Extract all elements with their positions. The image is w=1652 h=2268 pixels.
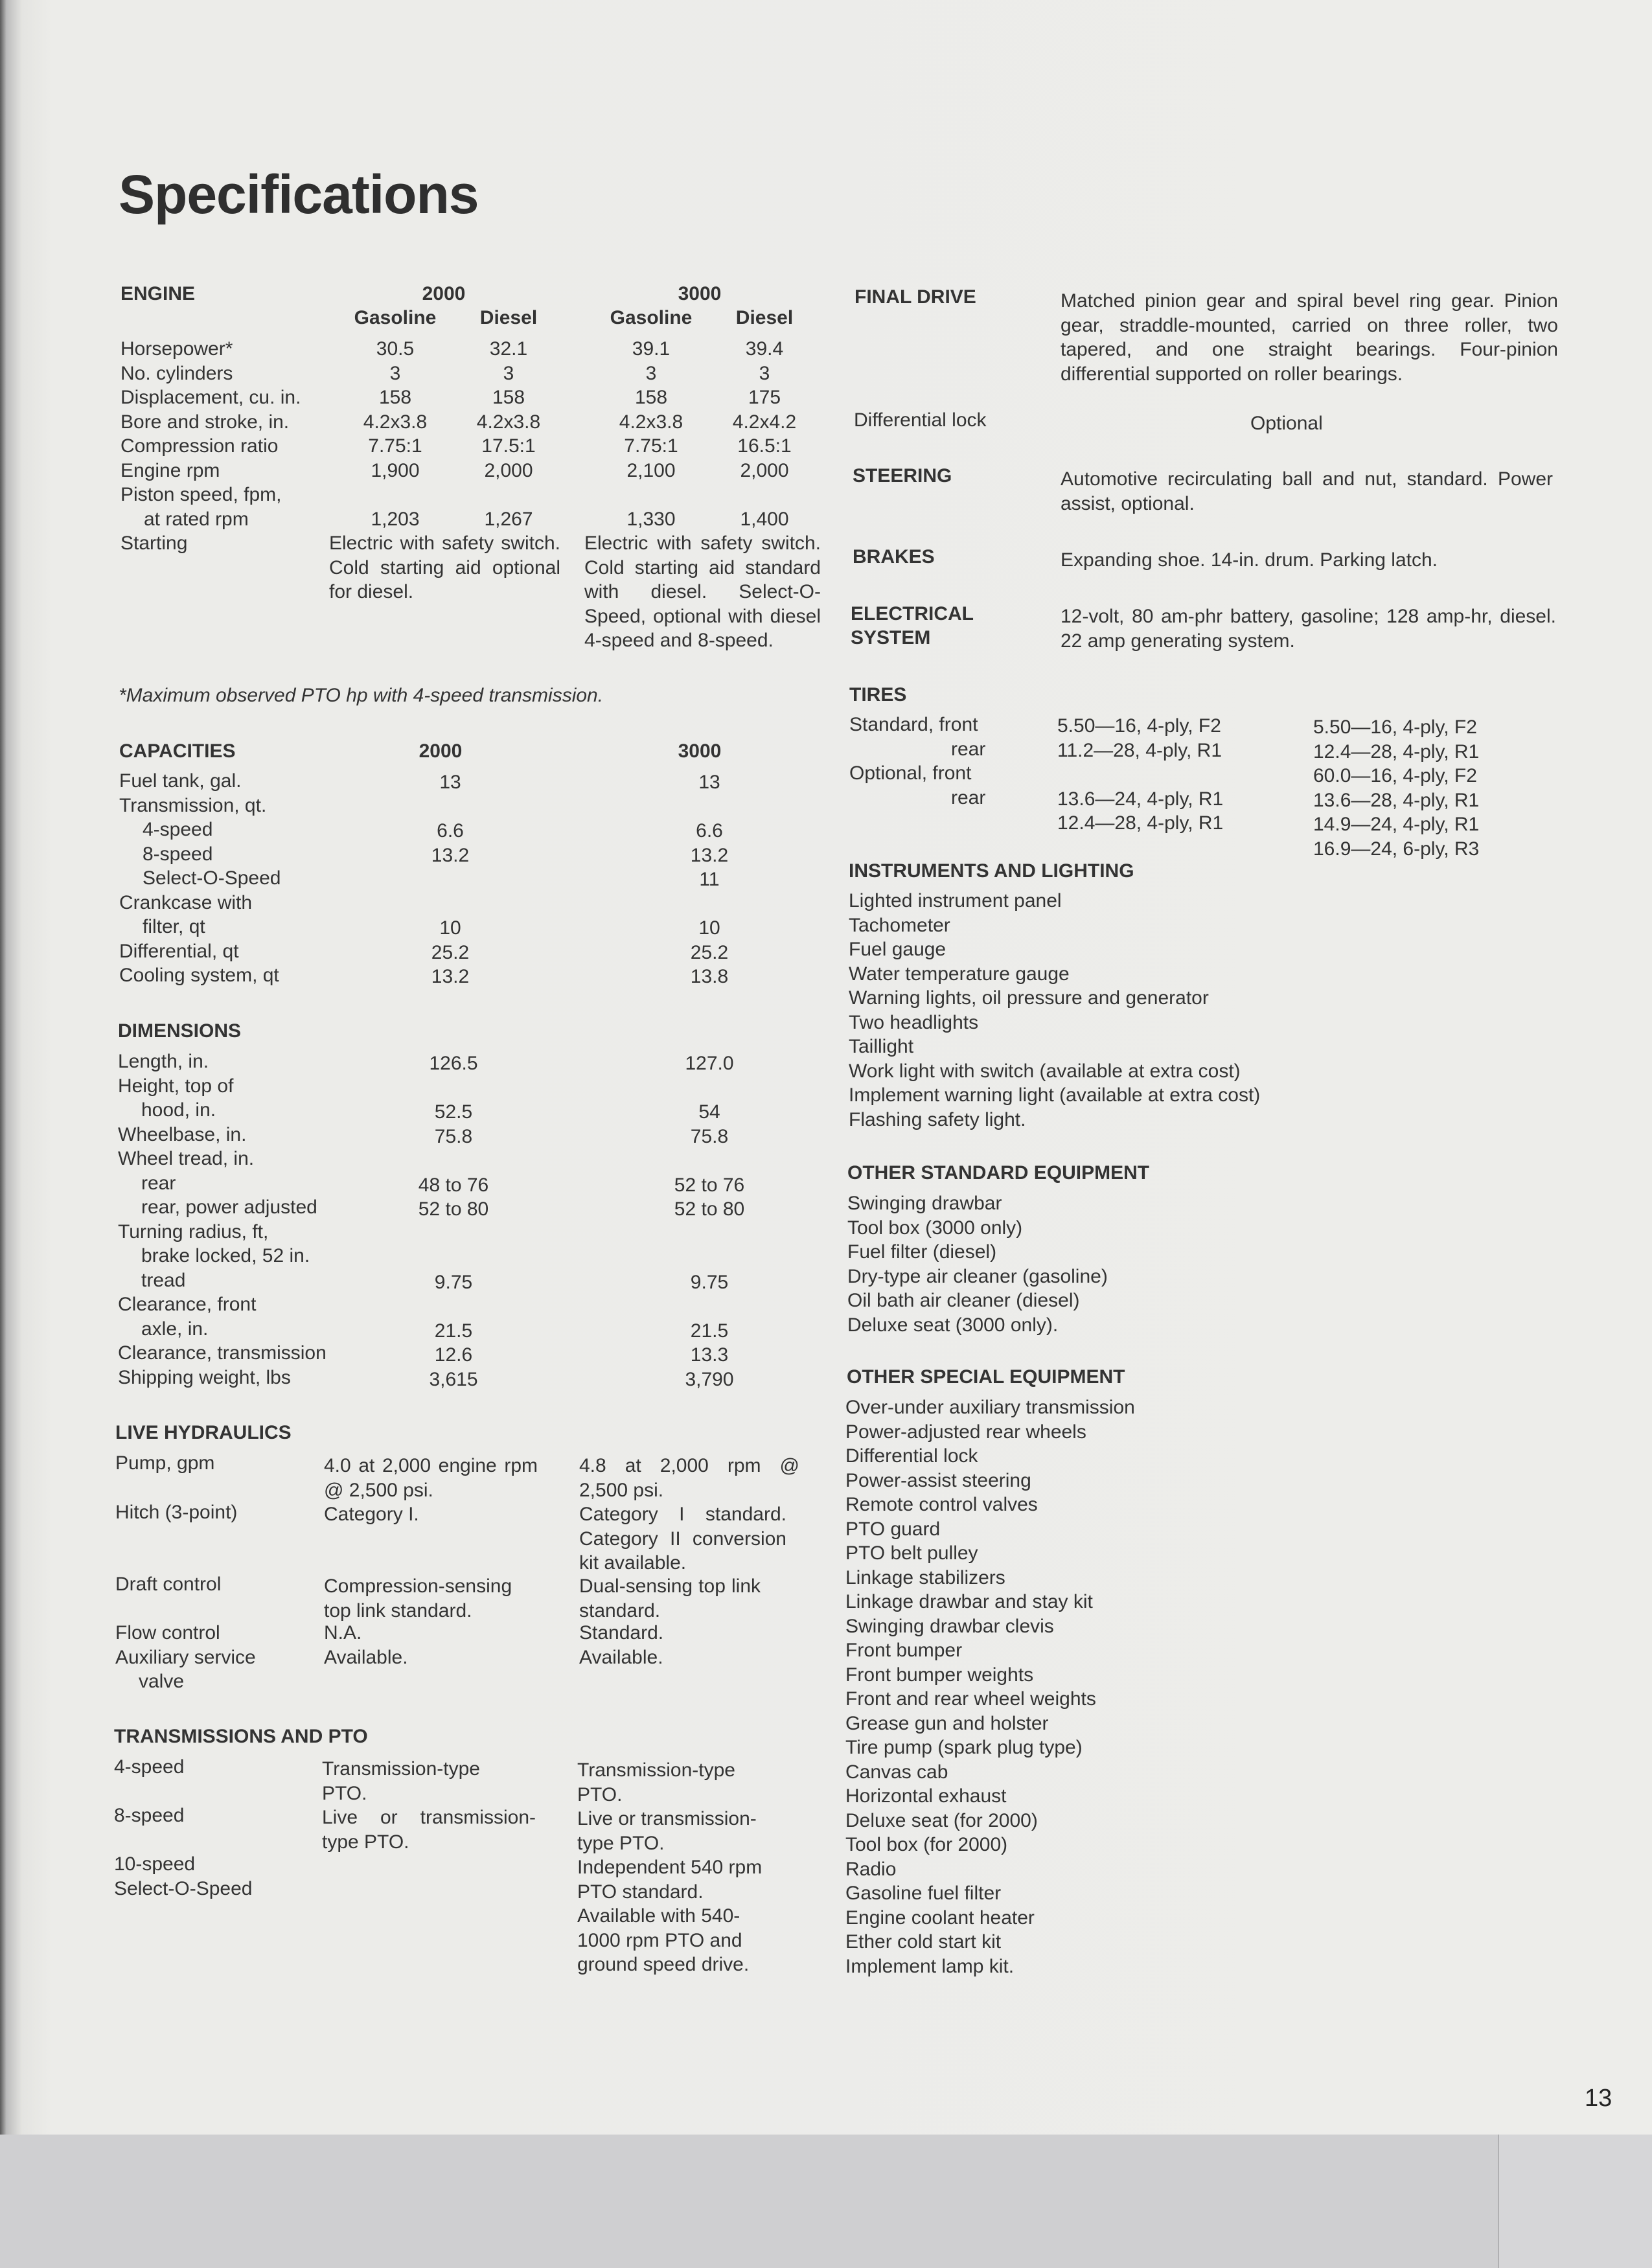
- list-item: Implement lamp kit.: [845, 1955, 1015, 1977]
- value-cell: [645, 1076, 774, 1101]
- engine-2000-gasoline-values: [340, 337, 450, 531]
- live-hydraulics-heading: LIVE HYDRAULICS: [115, 1422, 292, 1443]
- value-cell: 17.5:1: [481, 435, 536, 457]
- value-cell: 10: [439, 917, 461, 939]
- hitch-2000-value: Category I.: [324, 1504, 419, 1525]
- capacities-labels: [119, 769, 281, 988]
- value-cell: [389, 1222, 518, 1246]
- value-cell: 13.8: [690, 966, 729, 987]
- value-cell: [645, 1294, 774, 1319]
- dimensions-label: brake locked, 52 in.: [141, 1245, 310, 1266]
- capacities-label: Transmission, qt.: [119, 794, 267, 816]
- value-cell: 25.2: [690, 941, 729, 963]
- aux-valve-3000-value: Available.: [579, 1647, 663, 1668]
- value-cell: 11.2—28, 4-ply, R1: [1057, 739, 1222, 761]
- value-cell: 4.2x3.8: [619, 411, 683, 433]
- value-cell: 5.50—16, 4-ply, F2: [1313, 716, 1477, 738]
- list-item: Work light with switch (available at extra cost): [849, 1060, 1241, 1082]
- other-special-heading: OTHER SPECIAL EQUIPMENT: [847, 1366, 1125, 1388]
- value-cell: 158: [378, 387, 412, 408]
- value-cell: 3: [759, 362, 770, 384]
- dimensions-labels: [118, 1049, 327, 1390]
- list-item: Horizontal exhaust: [845, 1785, 1007, 1807]
- select-o-speed-label: Select-O-Speed: [114, 1878, 253, 1899]
- engine-label: Piston speed, fpm,: [120, 484, 282, 505]
- list-item: Deluxe seat (for 2000): [845, 1809, 1038, 1831]
- engine-model-2000: 2000: [422, 283, 466, 304]
- value-cell: 16.9—24, 6-ply, R3: [1313, 838, 1480, 860]
- value-line: Transmission-type: [577, 1759, 735, 1781]
- value-cell: 158: [492, 387, 525, 408]
- dimensions-label: Height, top of: [118, 1075, 234, 1097]
- value-cell: 1,900: [371, 459, 420, 481]
- list-item: Gasoline fuel filter: [845, 1883, 1002, 1904]
- value-cell: 2,000: [484, 459, 533, 481]
- value-cell: 14.9—24, 4-ply, R1: [1313, 814, 1480, 835]
- value-cell: 1,400: [740, 508, 789, 530]
- value-cell: 60.0—16, 4-ply, F2: [1313, 765, 1477, 786]
- value-line: Available with 540-: [577, 1905, 740, 1927]
- engine-2000-diesel-values: [460, 337, 557, 531]
- value-cell: 13: [698, 772, 720, 793]
- value-cell: 21.5: [690, 1320, 729, 1342]
- value-cell: [596, 483, 706, 507]
- engine-label: Horsepower*: [120, 338, 233, 360]
- final-drive-heading: FINAL DRIVE: [855, 286, 976, 308]
- engine-starting-2000: Electric with safety switch. Cold starting aid optional for diesel.: [329, 533, 560, 602]
- engine-footnote: *Maximum observed PTO hp with 4-speed transmission.: [119, 685, 604, 706]
- list-item: Grease gun and holster: [845, 1712, 1049, 1734]
- value-cell: 1,267: [484, 508, 533, 530]
- list-item: Flashing safety light.: [849, 1108, 1026, 1130]
- list-item: Ether cold start kit: [845, 1931, 1002, 1953]
- dimensions-label: hood, in.: [141, 1099, 216, 1121]
- dimensions-heading: DIMENSIONS: [118, 1020, 242, 1042]
- steering-heading: STEERING: [853, 465, 952, 487]
- dimensions-label: axle, in.: [141, 1318, 209, 1340]
- value-cell: 9.75: [690, 1271, 729, 1293]
- capacities-label: Select-O-Speed: [143, 867, 281, 889]
- value-line: PTO standard.: [577, 1881, 704, 1903]
- page-number: 13: [1585, 2085, 1612, 2112]
- engine-3000-diesel-values: [716, 337, 813, 531]
- value-cell: [389, 1149, 518, 1173]
- value-cell: 13.2: [431, 966, 470, 987]
- value-cell: [645, 1246, 774, 1270]
- value-cell: 5.50—16, 4-ply, F2: [1057, 715, 1221, 737]
- value-cell: [654, 892, 764, 917]
- value-cell: 4.2x3.8: [476, 411, 541, 433]
- list-item: Radio: [845, 1858, 897, 1880]
- value-cell: 3,615: [429, 1368, 478, 1390]
- list-item: Over-under auxiliary transmission: [845, 1397, 1135, 1418]
- value-cell: 13.6—24, 4-ply, R1: [1057, 788, 1224, 810]
- value-cell: 12.4—28, 4-ply, R1: [1057, 812, 1224, 834]
- brakes-heading: BRAKES: [853, 546, 935, 567]
- list-item: Tachometer: [849, 914, 950, 936]
- value-cell: [645, 1149, 774, 1173]
- value-cell: 2,100: [626, 459, 676, 481]
- capacities-label: Differential, qt: [119, 940, 239, 962]
- list-item: Linkage drawbar and stay kit: [845, 1591, 1093, 1612]
- list-item: Warning lights, oil pressure and generator: [849, 987, 1209, 1009]
- tires-standard-front-label: Standard, front: [849, 714, 978, 735]
- engine-3000-gasoline-header: Gasoline: [610, 307, 693, 328]
- value-cell: [340, 483, 450, 507]
- electrical-heading-line2: SYSTEM: [851, 627, 931, 648]
- hitch-3000-value: Category I standard. Category II conversion kit available.: [579, 1504, 786, 1574]
- dimensions-3000-values: [645, 1051, 774, 1392]
- instruments-heading: INSTRUMENTS AND LIGHTING: [849, 860, 1134, 882]
- value-cell: 11: [699, 869, 720, 890]
- value-line: ground speed drive.: [577, 1954, 750, 1975]
- list-item: Oil bath air cleaner (diesel): [847, 1290, 1080, 1311]
- engine-label: Starting: [120, 533, 188, 554]
- final-drive-text: Matched pinion gear and spiral bevel ring gear. Pinion gear, straddle-mounted, carried on three roller, two tapered, and one straight bearings. Four-pinion differential supported on roller bearings.: [1061, 290, 1558, 385]
- dimensions-label: Wheelbase, in.: [118, 1123, 247, 1145]
- other-special-list: [845, 1395, 1135, 1978]
- value-cell: [654, 795, 764, 819]
- value-cell: 10: [698, 917, 720, 939]
- aux-valve-label: Auxiliary service: [115, 1647, 256, 1668]
- engine-2000-diesel-header: Diesel: [479, 307, 538, 328]
- value-cell: 1,203: [371, 508, 420, 530]
- engine-label: Bore and stroke, in.: [120, 411, 290, 433]
- dimensions-label: tread: [141, 1269, 186, 1291]
- engine-label: Displacement, cu. in.: [120, 387, 301, 408]
- draft-control-3000-value: Dual-sensing top link standard.: [579, 1575, 761, 1621]
- list-item: Water temperature gauge: [849, 963, 1070, 985]
- list-item: Tire pump (spark plug type): [845, 1737, 1083, 1758]
- draft-control-2000-value: Compression-sensing top link standard.: [324, 1575, 512, 1621]
- aux-valve-2000-value: Available.: [324, 1647, 408, 1668]
- list-item: Deluxe seat (3000 only).: [847, 1314, 1059, 1336]
- electrical-text: 12-volt, 80 am-phr battery, gasoline; 128 amp-hr, diesel. 22 amp generating system.: [1061, 606, 1556, 652]
- value-cell: 13.6—28, 4-ply, R1: [1313, 789, 1480, 811]
- value-cell: 7.75:1: [368, 435, 422, 457]
- value-cell: 127.0: [685, 1053, 734, 1074]
- value-cell: [1057, 762, 1223, 787]
- value-cell: 3: [389, 362, 401, 384]
- list-item: Engine coolant heater: [845, 1907, 1035, 1929]
- value-cell: 52.5: [434, 1101, 473, 1123]
- list-item: Swinging drawbar: [847, 1193, 1002, 1214]
- diff-lock-value: Optional: [1250, 413, 1323, 434]
- dimensions-label: rear, power adjusted: [141, 1197, 317, 1218]
- value-cell: 13.2: [431, 844, 470, 866]
- value-cell: 48 to 76: [418, 1174, 489, 1196]
- capacities-heading: CAPACITIES: [119, 740, 236, 762]
- capacities-label: Fuel tank, gal.: [119, 770, 242, 792]
- capacities-model-3000: 3000: [678, 740, 722, 762]
- value-cell: [389, 1246, 518, 1270]
- capacities-label: Crankcase with: [119, 891, 253, 913]
- engine-heading: ENGINE: [120, 283, 196, 304]
- speed4-2000-value: Transmission-type PTO.: [322, 1758, 480, 1804]
- value-line: Independent 540 rpm: [577, 1857, 763, 1878]
- brakes-text: Expanding shoe. 14-in. drum. Parking latch.: [1061, 549, 1438, 571]
- scan-page-edge: [1498, 2135, 1652, 2268]
- value-cell: 12.6: [434, 1344, 473, 1366]
- value-cell: 7.75:1: [624, 435, 678, 457]
- value-cell: 3,790: [685, 1368, 734, 1390]
- engine-label: Engine rpm: [120, 459, 220, 481]
- list-item: Implement warning light (available at extra cost): [849, 1084, 1261, 1106]
- value-cell: 12.4—28, 4-ply, R1: [1313, 740, 1480, 762]
- tires-heading: TIRES: [849, 684, 907, 705]
- list-item: Power-adjusted rear wheels: [845, 1421, 1086, 1443]
- value-cell: 126.5: [429, 1053, 478, 1074]
- value-cell: 158: [634, 387, 668, 408]
- value-cell: [716, 483, 813, 507]
- value-cell: 13.2: [690, 844, 729, 866]
- instruments-list: [849, 889, 1260, 1132]
- list-item: PTO guard: [845, 1518, 941, 1540]
- value-cell: 30.5: [376, 338, 415, 360]
- list-item: Lighted instrument panel: [849, 890, 1062, 911]
- hitch-label: Hitch (3-point): [115, 1502, 238, 1523]
- engine-model-3000: 3000: [678, 283, 722, 304]
- value-cell: 13.3: [690, 1344, 729, 1366]
- capacities-label: 8-speed: [143, 843, 213, 865]
- list-item: Fuel filter (diesel): [847, 1241, 997, 1263]
- value-cell: [395, 795, 505, 819]
- dimensions-label: Wheel tread, in.: [118, 1148, 255, 1169]
- tires-standard-rear-label: rear: [951, 739, 986, 760]
- value-line: 1000 rpm PTO and: [577, 1929, 742, 1951]
- list-item: Taillight: [849, 1036, 914, 1057]
- speed8-2000-value: Live or transmission-type PTO.: [322, 1807, 536, 1853]
- list-item: Swinging drawbar clevis: [845, 1615, 1054, 1637]
- list-item: Front and rear wheel weights: [845, 1688, 1096, 1710]
- diff-lock-label: Differential lock: [854, 409, 987, 431]
- speed4-label: 4-speed: [114, 1756, 185, 1778]
- value-cell: 32.1: [489, 338, 528, 360]
- engine-2000-gasoline-header: Gasoline: [354, 307, 437, 328]
- aux-valve-label-cont: valve: [139, 1671, 185, 1692]
- list-item: Tool box (3000 only): [847, 1217, 1023, 1239]
- pump-label: Pump, gpm: [115, 1452, 215, 1474]
- scan-background-strip: [0, 2135, 1652, 2268]
- dimensions-label: Turning radius, ft,: [118, 1220, 269, 1243]
- dimensions-label: Length, in.: [118, 1051, 209, 1072]
- flow-control-3000-value: Standard.: [579, 1622, 664, 1644]
- dimensions-label: Clearance, front: [118, 1294, 257, 1315]
- tires-optional-front-label: Optional, front: [849, 762, 972, 784]
- pump-3000-value: 4.8 at 2,000 rpm @ 2,500 psi.: [579, 1455, 799, 1501]
- capacities-label: 4-speed: [143, 819, 213, 840]
- flow-control-2000-value: N.A.: [324, 1622, 362, 1644]
- value-cell: 2,000: [740, 459, 789, 481]
- value-cell: 6.6: [696, 820, 723, 842]
- transmissions-3000-values: [577, 1758, 762, 1977]
- value-cell: 3: [645, 362, 657, 384]
- value-cell: [389, 1076, 518, 1101]
- value-cell: 39.1: [632, 338, 671, 360]
- value-cell: [395, 892, 505, 917]
- flow-control-label: Flow control: [115, 1622, 220, 1644]
- list-item: Linkage stabilizers: [845, 1566, 1005, 1588]
- capacities-2000-values: [395, 770, 505, 989]
- value-cell: 13: [439, 772, 461, 793]
- speed8-label: 8-speed: [114, 1805, 185, 1826]
- other-standard-list: [847, 1191, 1108, 1337]
- value-cell: [395, 867, 505, 892]
- value-cell: [645, 1222, 774, 1246]
- list-item: Canvas cab: [845, 1761, 948, 1783]
- capacities-model-2000: 2000: [419, 740, 463, 762]
- value-cell: 4.2x3.8: [363, 411, 428, 433]
- engine-labels: [120, 337, 301, 556]
- value-cell: 3: [503, 362, 514, 384]
- engine-label: at rated rpm: [144, 508, 249, 530]
- capacities-3000-values: [654, 770, 764, 989]
- speed10-label: 10-speed: [114, 1853, 196, 1875]
- dimensions-label: Clearance, transmission: [118, 1342, 327, 1364]
- engine-starting-3000: Electric with safety switch. Cold starting aid standard with diesel. Select-O-Speed, optional with diesel 4-speed and 8-speed.: [584, 533, 821, 651]
- engine-label: No. cylinders: [120, 362, 233, 384]
- capacities-label: Cooling system, qt: [119, 965, 279, 986]
- list-item: Tool box (for 2000): [845, 1834, 1008, 1855]
- list-item: Dry-type air cleaner (gasoline): [847, 1265, 1108, 1287]
- engine-3000-diesel-header: Diesel: [735, 307, 794, 328]
- value-cell: 9.75: [434, 1271, 473, 1293]
- value-cell: 52 to 76: [674, 1174, 745, 1196]
- engine-3000-gasoline-values: [596, 337, 706, 531]
- value-cell: 52 to 80: [674, 1198, 745, 1220]
- value-cell: 39.4: [745, 338, 784, 360]
- value-cell: 25.2: [431, 941, 470, 963]
- other-standard-heading: OTHER STANDARD EQUIPMENT: [847, 1162, 1150, 1184]
- value-line: Live or transmission-: [577, 1808, 757, 1829]
- value-line: PTO.: [577, 1783, 623, 1805]
- value-cell: 75.8: [690, 1125, 729, 1147]
- electrical-heading: ELECTRICAL: [851, 603, 974, 624]
- value-cell: 1,330: [626, 508, 676, 530]
- dimensions-2000-values: [389, 1051, 518, 1392]
- value-cell: 52 to 80: [418, 1198, 489, 1220]
- value-cell: 4.2x4.2: [732, 411, 797, 433]
- capacities-label: filter, qt: [143, 916, 205, 937]
- list-item: Front bumper weights: [845, 1664, 1034, 1686]
- list-item: Power-assist steering: [845, 1469, 1031, 1491]
- dimensions-label: rear: [141, 1172, 176, 1194]
- value-cell: 54: [698, 1101, 720, 1123]
- steering-text: Automotive recirculating ball and nut, standard. Power assist, optional.: [1061, 468, 1553, 514]
- value-cell: 16.5:1: [737, 435, 792, 457]
- list-item: Remote control valves: [845, 1494, 1038, 1515]
- tires-optional-rear-label: rear: [951, 787, 986, 808]
- value-cell: [389, 1294, 518, 1319]
- value-cell: [460, 483, 557, 507]
- list-item: Differential lock: [845, 1445, 978, 1467]
- value-cell: 75.8: [434, 1125, 473, 1147]
- dimensions-label: Shipping weight, lbs: [118, 1366, 291, 1388]
- tires-2000-values: [1057, 714, 1223, 836]
- value-cell: 175: [748, 387, 781, 408]
- list-item: Front bumper: [845, 1640, 963, 1661]
- pump-2000-value: 4.0 at 2,000 engine rpm @ 2,500 psi.: [324, 1455, 538, 1501]
- page-title: Specifications: [119, 164, 479, 225]
- transmissions-heading: TRANSMISSIONS AND PTO: [114, 1726, 368, 1747]
- list-item: PTO belt pulley: [845, 1542, 978, 1564]
- tires-3000-values: [1313, 715, 1479, 861]
- value-cell: 6.6: [437, 820, 464, 842]
- value-line: type PTO.: [577, 1832, 665, 1854]
- list-item: Fuel gauge: [849, 939, 946, 960]
- list-item: Two headlights: [849, 1011, 979, 1033]
- engine-label: Compression ratio: [120, 435, 279, 457]
- draft-control-label: Draft control: [115, 1574, 222, 1595]
- value-cell: 21.5: [434, 1320, 473, 1342]
